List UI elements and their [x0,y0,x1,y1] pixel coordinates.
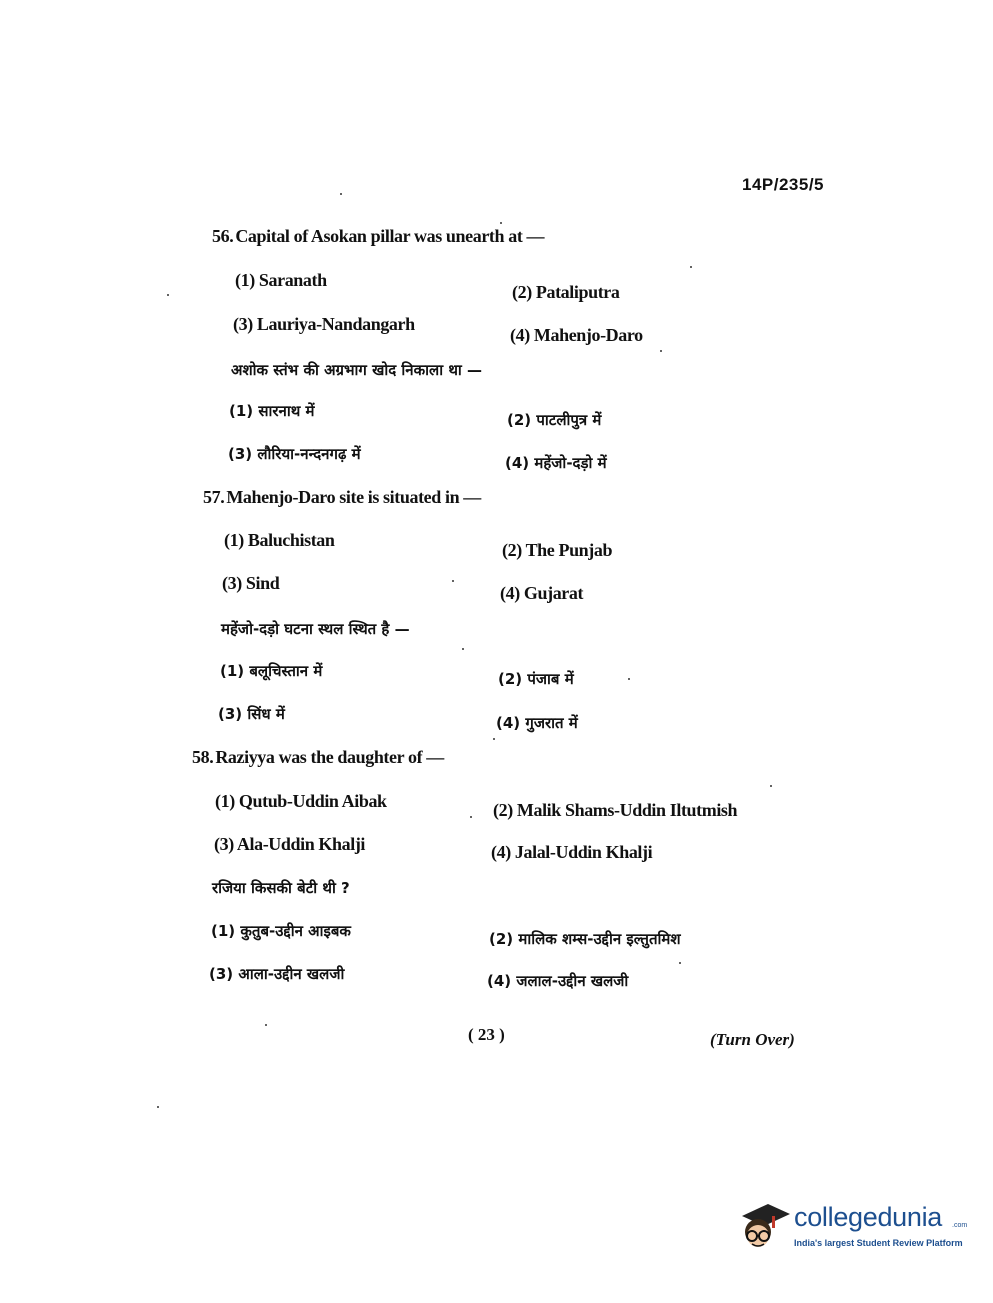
q57-option-4-en: (4) Gujarat [500,583,584,603]
paper-code: 14P/235/5 [742,175,825,194]
question-58-text-hi: रजिया किसकी बेटी थी ? [212,879,350,897]
scan-speck [770,785,772,787]
question-58 [192,747,444,768]
question-number: 57. [203,487,225,507]
q56-option-3-hi: (3) लौरिया-नन्दनगढ़ में [228,445,361,463]
q58-option-3-en: (3) Ala-Uddin Khalji [214,834,366,854]
q58-option-4-en: (4) Jalal-Uddin Khalji [491,842,653,862]
q58-option-2-hi: (2) मालिक शम्स-उद्दीन इल्तुतमिश [489,930,681,948]
page-number: ( 23 ) [468,1025,505,1044]
q57-option-3-hi: (3) सिंध में [218,705,285,723]
q56-option-2-hi: (2) पाटलीपुत्र में [507,411,602,429]
scan-speck [167,294,169,296]
turn-over-label: (Turn Over) [710,1030,795,1049]
q57-option-4-hi: (4) गुजरात में [496,714,578,732]
brand-domain: .com [952,1222,968,1229]
q58-option-2-en: (2) Malik Shams-Uddin Iltutmish [493,800,738,820]
mascot-logo-icon [734,1198,792,1258]
q56-option-2-en: (2) Pataliputra [512,282,620,302]
scan-speck [628,678,630,680]
scan-speck [660,350,662,352]
brand-name: collegedunia [794,1202,943,1232]
q57-option-2-hi: (2) पंजाब में [498,670,574,688]
question-57 [203,487,481,508]
q57-option-1-en: (1) Baluchistan [224,530,335,550]
scan-speck [500,222,502,224]
scan-speck [265,1024,267,1026]
brand-tagline: India's largest Student Review Platform [794,1238,963,1248]
q58-option-4-hi: (4) जलाल-उद्दीन खलजी [487,972,629,990]
question-number: 58. [192,747,214,767]
q57-option-2-en: (2) The Punjab [502,540,613,560]
question-56 [212,226,544,247]
question-56-text-hi: अशोक स्तंभ की अग्रभाग खोद निकाला था — [231,361,483,379]
q56-option-4-en: (4) Mahenjo-Daro [510,325,643,345]
q56-option-1-en: (1) Saranath [235,270,327,290]
question-text-en: Capital of Asokan pillar was unearth at — [235,226,545,246]
scan-speck [452,580,454,582]
q56-option-1-hi: (1) सारनाथ में [229,402,315,420]
question-number: 56. [212,226,234,246]
q58-option-1-en: (1) Qutub-Uddin Aibak [215,791,387,811]
q58-option-3-hi: (3) आला-उद्दीन खलजी [209,965,345,983]
q56-option-4-hi: (4) महेंजो-दड़ो में [505,454,607,472]
question-text-en: Raziyya was the daughter of — [215,747,444,767]
scan-speck [470,816,472,818]
scan-speck [690,266,692,268]
scan-speck [340,193,342,195]
question-57-text-hi: महेंजो-दड़ो घटना स्थल स्थित है — [221,620,410,638]
scan-speck [493,738,495,740]
q56-option-3-en: (3) Lauriya-Nandangarh [233,314,415,334]
question-text-en: Mahenjo-Daro site is situated in — [226,487,481,507]
q58-option-1-hi: (1) कुतुब-उद्दीन आइबक [211,922,351,940]
q57-option-1-hi: (1) बलूचिस्तान में [220,662,323,680]
scan-speck [157,1106,159,1108]
q57-option-3-en: (3) Sind [222,573,280,593]
scan-speck [679,962,681,964]
collegedunia-watermark [734,1198,968,1260]
scan-speck [462,648,464,650]
